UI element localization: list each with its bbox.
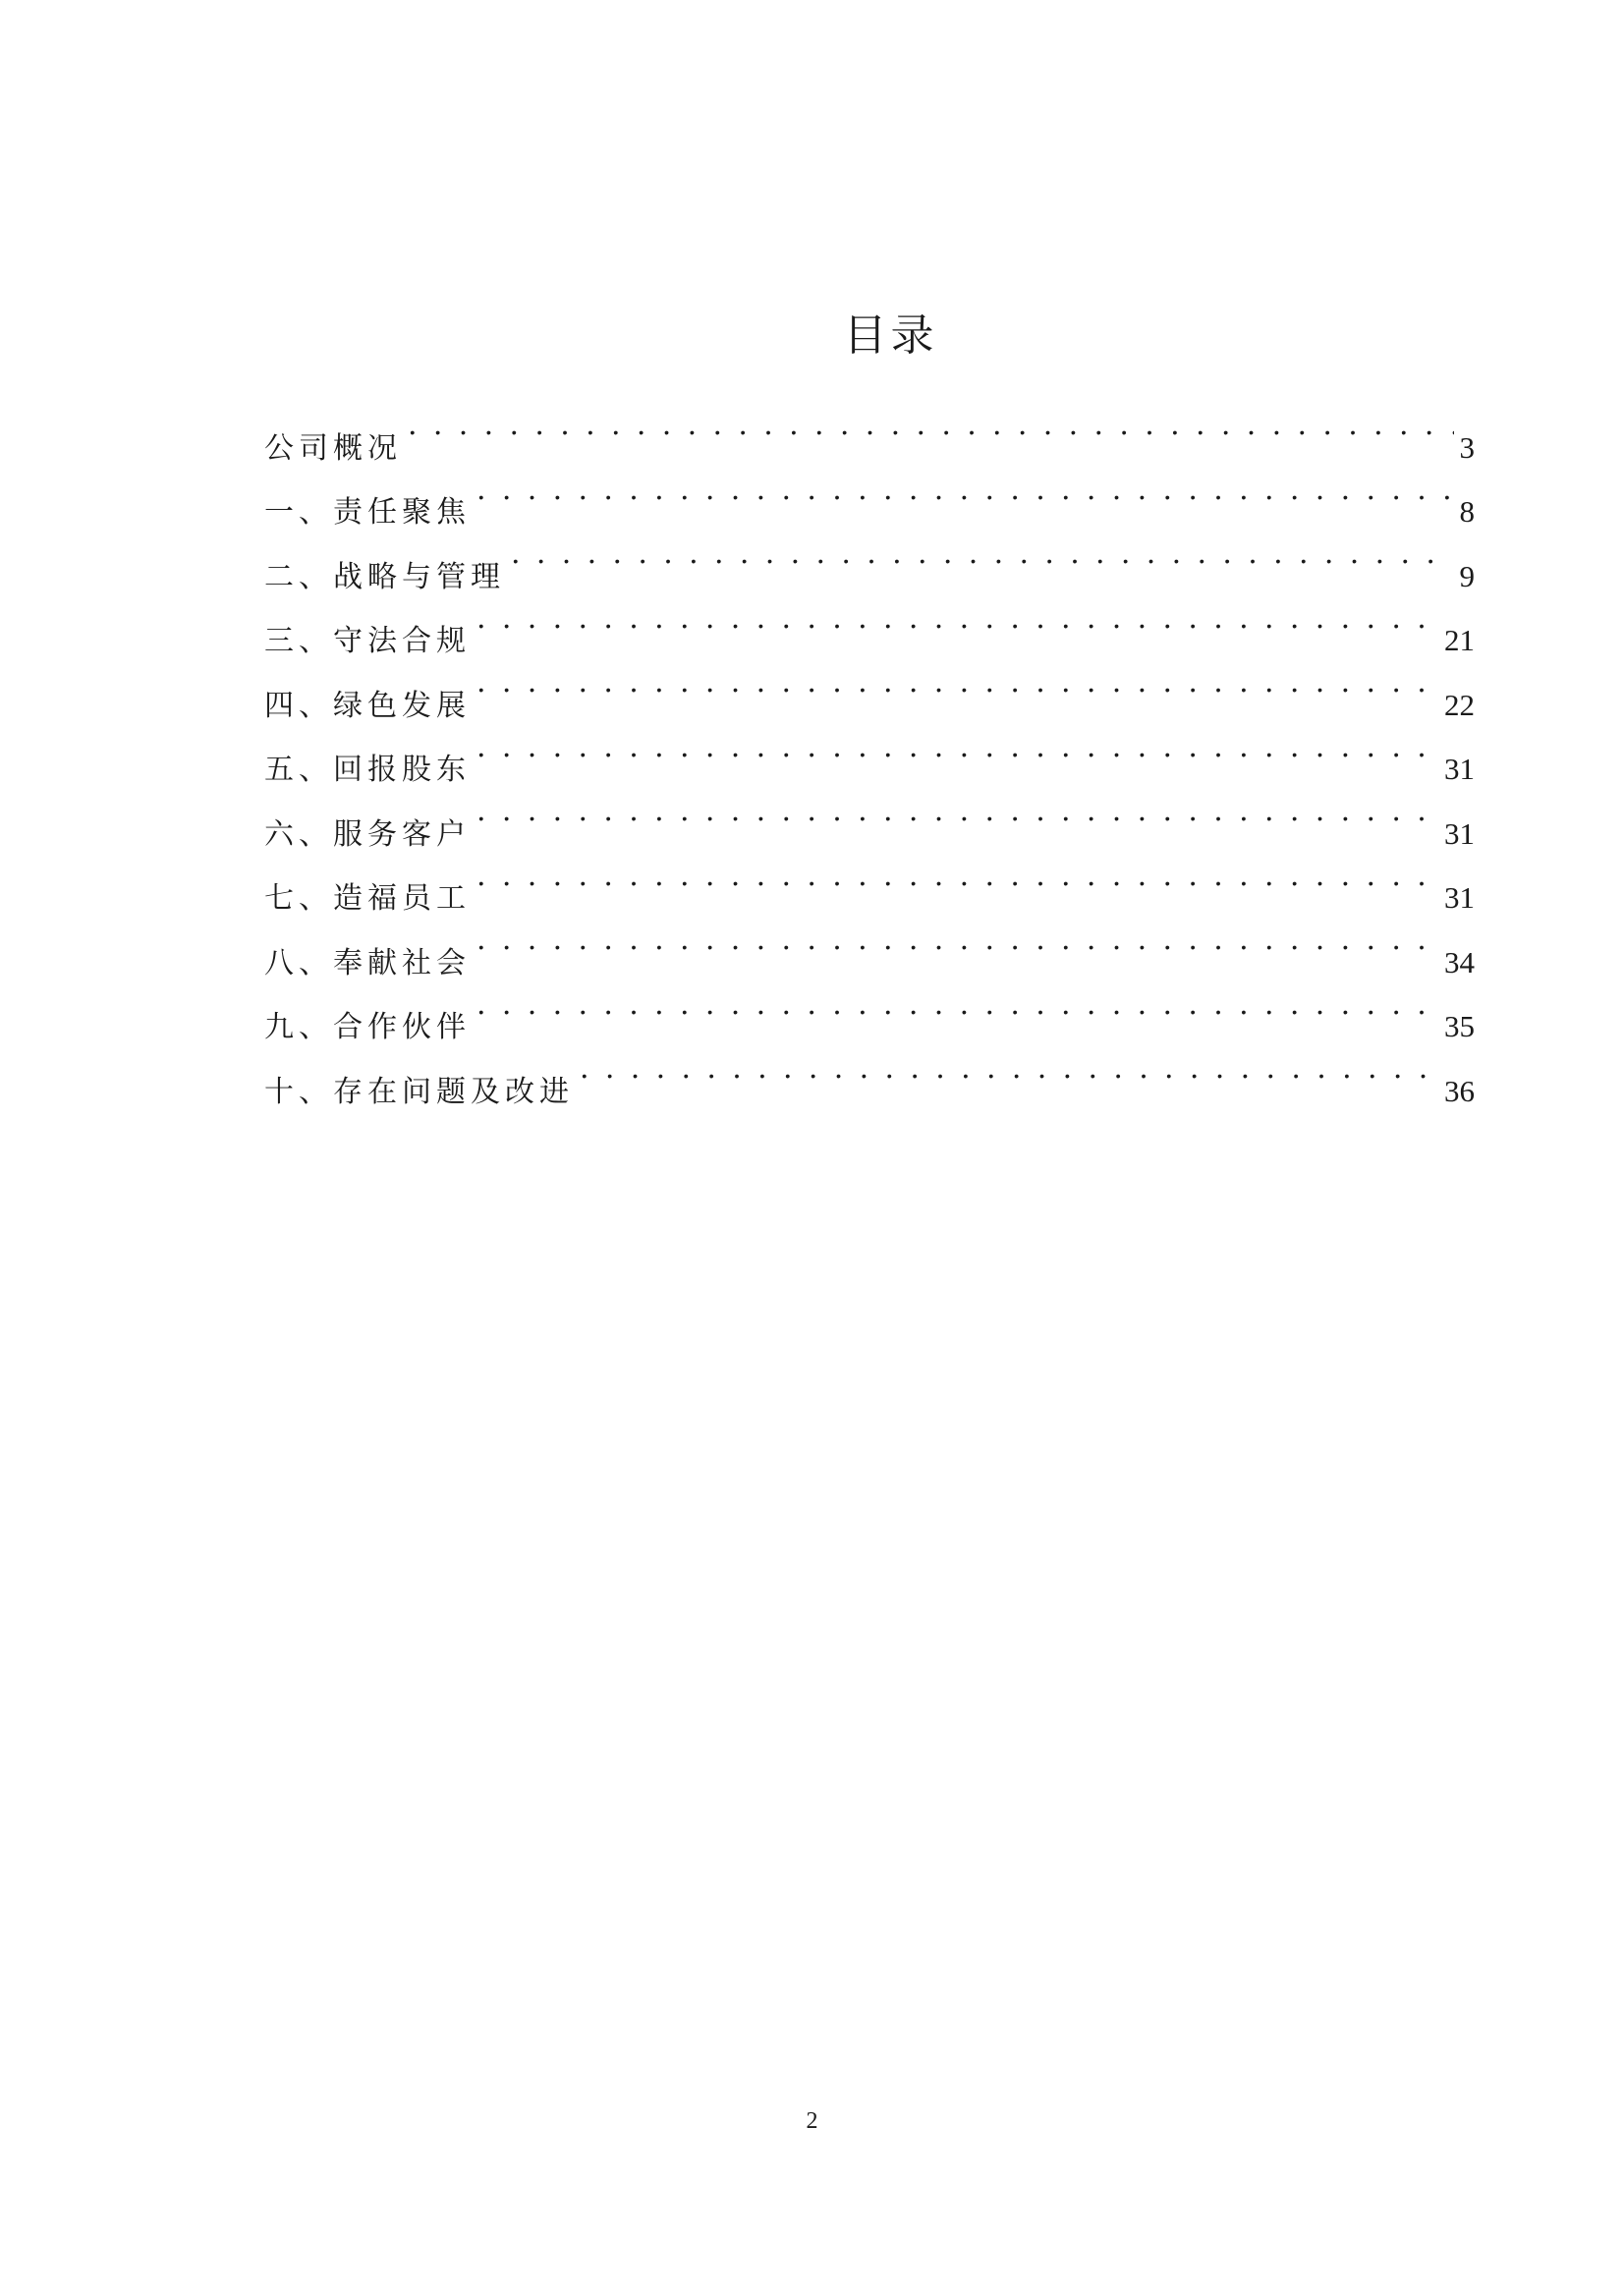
toc-entry-label: 一、责任聚焦: [264, 495, 471, 530]
toc-dot-leader: [476, 587, 1438, 651]
toc-dot-leader: [476, 908, 1438, 973]
toc-entry-page: 22: [1444, 687, 1475, 722]
toc-entry-label: 四、绿色发展: [264, 688, 471, 723]
toc-entry-page: 36: [1444, 1073, 1475, 1108]
toc-entry-page: 21: [1444, 623, 1475, 657]
toc-entry-page: 8: [1459, 494, 1475, 529]
toc-entry-label: 三、守法合规: [264, 624, 471, 658]
toc-entry-page: 35: [1444, 1009, 1475, 1043]
toc-entry-label: 八、奉献社会: [264, 945, 471, 980]
toc-entry-label: 公司概况: [264, 430, 402, 466]
toc-entry-label: 十、存在问题及改进: [264, 1074, 574, 1109]
toc-dot-leader: [476, 650, 1438, 715]
toc-dot-leader: [476, 973, 1438, 1037]
toc-dot-leader: [476, 844, 1438, 909]
toc-entry-label: 九、合作伙伴: [264, 1010, 471, 1044]
toc-entry-page: 31: [1444, 880, 1475, 915]
toc-entry-label: 二、战略与管理: [264, 559, 505, 594]
toc-dot-leader: [476, 458, 1454, 523]
toc-title: 目录: [843, 310, 938, 361]
toc-dot-leader: [476, 715, 1438, 780]
toc-entry-label: 七、造福员工: [264, 881, 471, 916]
toc-entry[interactable]: [264, 393, 1475, 466]
toc-entry-label: 六、服务客户: [264, 816, 471, 852]
toc-dot-leader: [580, 1036, 1438, 1101]
toc-entry-page: 31: [1444, 752, 1475, 786]
page-number: 2: [806, 2108, 818, 2134]
toc-dot-leader: [511, 522, 1454, 587]
toc-entry-page: 31: [1444, 815, 1475, 851]
toc-entry-label: 五、回报股东: [264, 753, 471, 787]
toc-list: [264, 393, 1475, 1109]
toc-dot-leader: [476, 779, 1438, 844]
toc-entry-page: 9: [1459, 558, 1475, 593]
toc-entry[interactable]: [264, 458, 1475, 530]
toc-entry-page: 3: [1459, 429, 1475, 465]
toc-dot-leader: [408, 393, 1454, 458]
toc-entry-page: 34: [1444, 944, 1475, 980]
